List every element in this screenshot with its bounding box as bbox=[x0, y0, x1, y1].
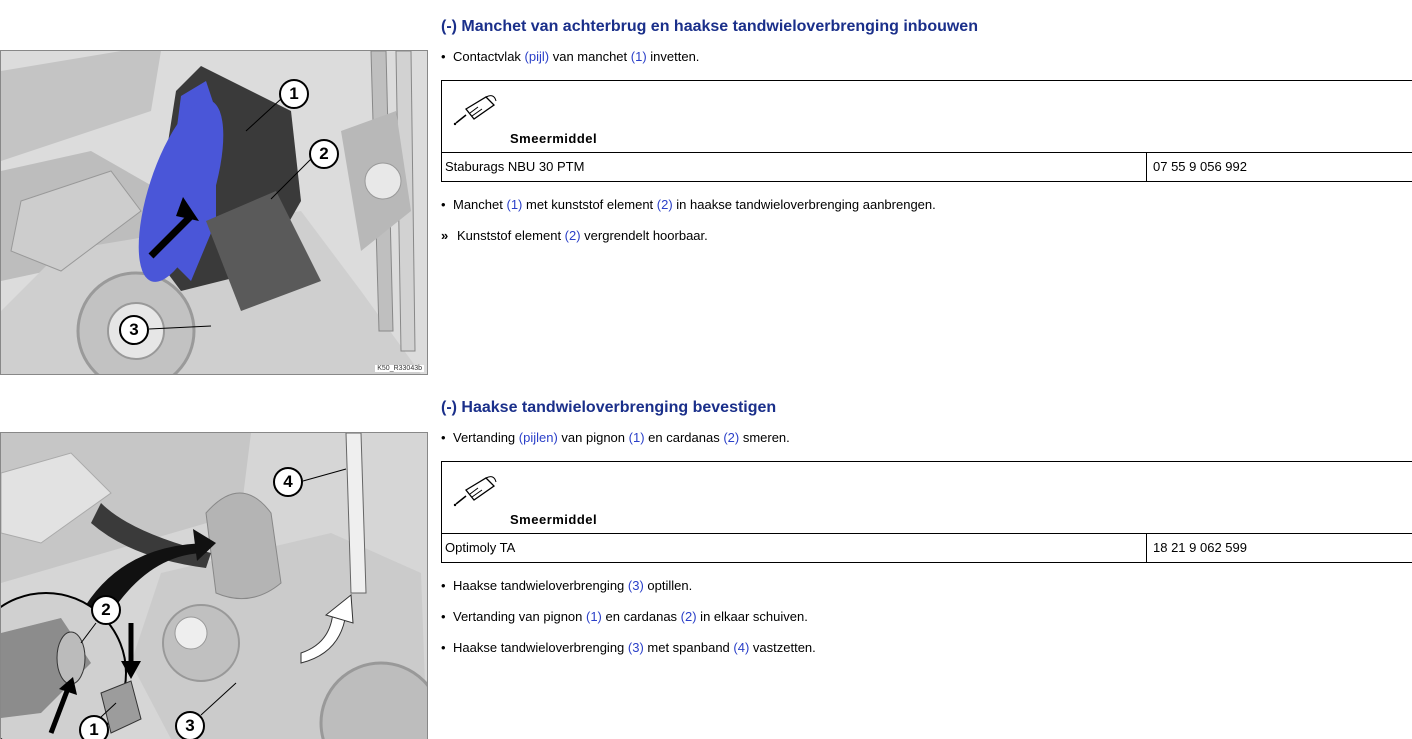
callout-2: 2 bbox=[309, 139, 339, 169]
callout-leaders bbox=[1, 51, 427, 374]
grease-gun-icon bbox=[452, 91, 502, 127]
callout-1: 1 bbox=[279, 79, 309, 109]
step-text: vastzetten. bbox=[749, 640, 816, 655]
ref-3[interactable]: (3) bbox=[627, 640, 644, 655]
step-text: van pignon bbox=[557, 430, 629, 445]
ref-3[interactable]: (3) bbox=[627, 578, 644, 593]
callout-3: 3 bbox=[175, 711, 205, 739]
step-text: smeren. bbox=[739, 430, 790, 445]
result-bullet: » bbox=[441, 228, 449, 243]
lubricant-row bbox=[442, 153, 1412, 181]
section-secure-bevel-gear bbox=[441, 399, 1412, 671]
ref-1[interactable]: (1) bbox=[506, 197, 523, 212]
step-text: van manchet bbox=[549, 49, 631, 64]
step-text: met spanband bbox=[643, 640, 734, 655]
step-grease-contact-surface bbox=[441, 49, 1412, 65]
step-text: Vertanding van pignon bbox=[453, 609, 586, 624]
lubricant-header bbox=[442, 81, 1412, 153]
ref-2[interactable]: (2) bbox=[723, 430, 740, 445]
step-text: met kunststof element bbox=[522, 197, 657, 212]
bullet: • bbox=[441, 640, 446, 655]
callout-1: 1 bbox=[79, 715, 109, 739]
lubricant-part-number: 07 55 9 056 992 bbox=[1153, 159, 1247, 174]
ref-1[interactable]: (1) bbox=[586, 609, 602, 624]
step-text: Haakse tandwieloverbrenging bbox=[453, 578, 628, 593]
lubricant-part-number: 18 21 9 062 599 bbox=[1153, 540, 1247, 555]
lubricant-name: Staburags NBU 30 PTM bbox=[442, 153, 1147, 181]
figure-id: K50_R33043b bbox=[377, 365, 422, 372]
lubricant-heading: Smeermiddel bbox=[510, 131, 598, 146]
step-lift-gear bbox=[441, 578, 1412, 594]
ref-arrows[interactable]: (pijlen) bbox=[518, 430, 558, 445]
callout-2: 2 bbox=[91, 595, 121, 625]
lubricant-name: Optimoly TA bbox=[442, 534, 1147, 562]
ref-1[interactable]: (1) bbox=[628, 430, 645, 445]
callout-3: 3 bbox=[119, 315, 149, 345]
result-audible-lock bbox=[441, 228, 1412, 244]
ref-1[interactable]: (1) bbox=[630, 49, 647, 64]
step-text: Haakse tandwieloverbrenging bbox=[453, 640, 628, 655]
step-text: Kunststof element bbox=[457, 228, 565, 243]
callout-4: 4 bbox=[273, 467, 303, 497]
lubricant-heading: Smeermiddel bbox=[510, 512, 598, 527]
step-text: vergrendelt hoorbaar. bbox=[580, 228, 708, 243]
grease-gun-icon bbox=[452, 472, 502, 508]
bullet: • bbox=[441, 430, 446, 445]
callout-leaders bbox=[1, 433, 427, 739]
step-text: in haakse tandwieloverbrenging aanbrengen. bbox=[672, 197, 936, 212]
lubricant-table bbox=[441, 80, 1412, 182]
section-title: (-) Haakse tandwieloverbrenging bevestigen bbox=[441, 399, 777, 416]
bullet: • bbox=[441, 197, 446, 212]
step-text: en cardanas bbox=[601, 609, 681, 624]
lubricant-table bbox=[441, 461, 1412, 563]
bullet: • bbox=[441, 609, 446, 624]
bullet: • bbox=[441, 49, 446, 64]
step-text: Vertanding bbox=[453, 430, 519, 445]
ref-2[interactable]: (2) bbox=[680, 609, 697, 624]
step-text: in elkaar schuiven. bbox=[696, 609, 808, 624]
step-fit-boot bbox=[441, 197, 1412, 213]
step-text: Manchet bbox=[453, 197, 507, 212]
step-lubricate-splines bbox=[441, 430, 1412, 446]
step-text: en cardanas bbox=[644, 430, 724, 445]
section-install-boot bbox=[441, 18, 1412, 259]
ref-4[interactable]: (4) bbox=[733, 640, 750, 655]
step-text: optillen. bbox=[643, 578, 693, 593]
step-secure-strap bbox=[441, 640, 1412, 656]
section-title: (-) Manchet van achterbrug en haakse tandwieloverbrenging inbouwen bbox=[441, 18, 978, 35]
lubricant-header bbox=[442, 462, 1412, 534]
ref-2[interactable]: (2) bbox=[564, 228, 581, 243]
bullet: • bbox=[441, 578, 446, 593]
step-join-splines bbox=[441, 609, 1412, 625]
ref-arrow[interactable]: (pijl) bbox=[524, 49, 550, 64]
ref-2[interactable]: (2) bbox=[656, 197, 673, 212]
step-text: Contactvlak bbox=[453, 49, 525, 64]
figure-1 bbox=[0, 50, 428, 375]
step-text: invetten. bbox=[646, 49, 700, 64]
lubricant-row bbox=[442, 534, 1412, 562]
figure-2 bbox=[0, 432, 428, 739]
